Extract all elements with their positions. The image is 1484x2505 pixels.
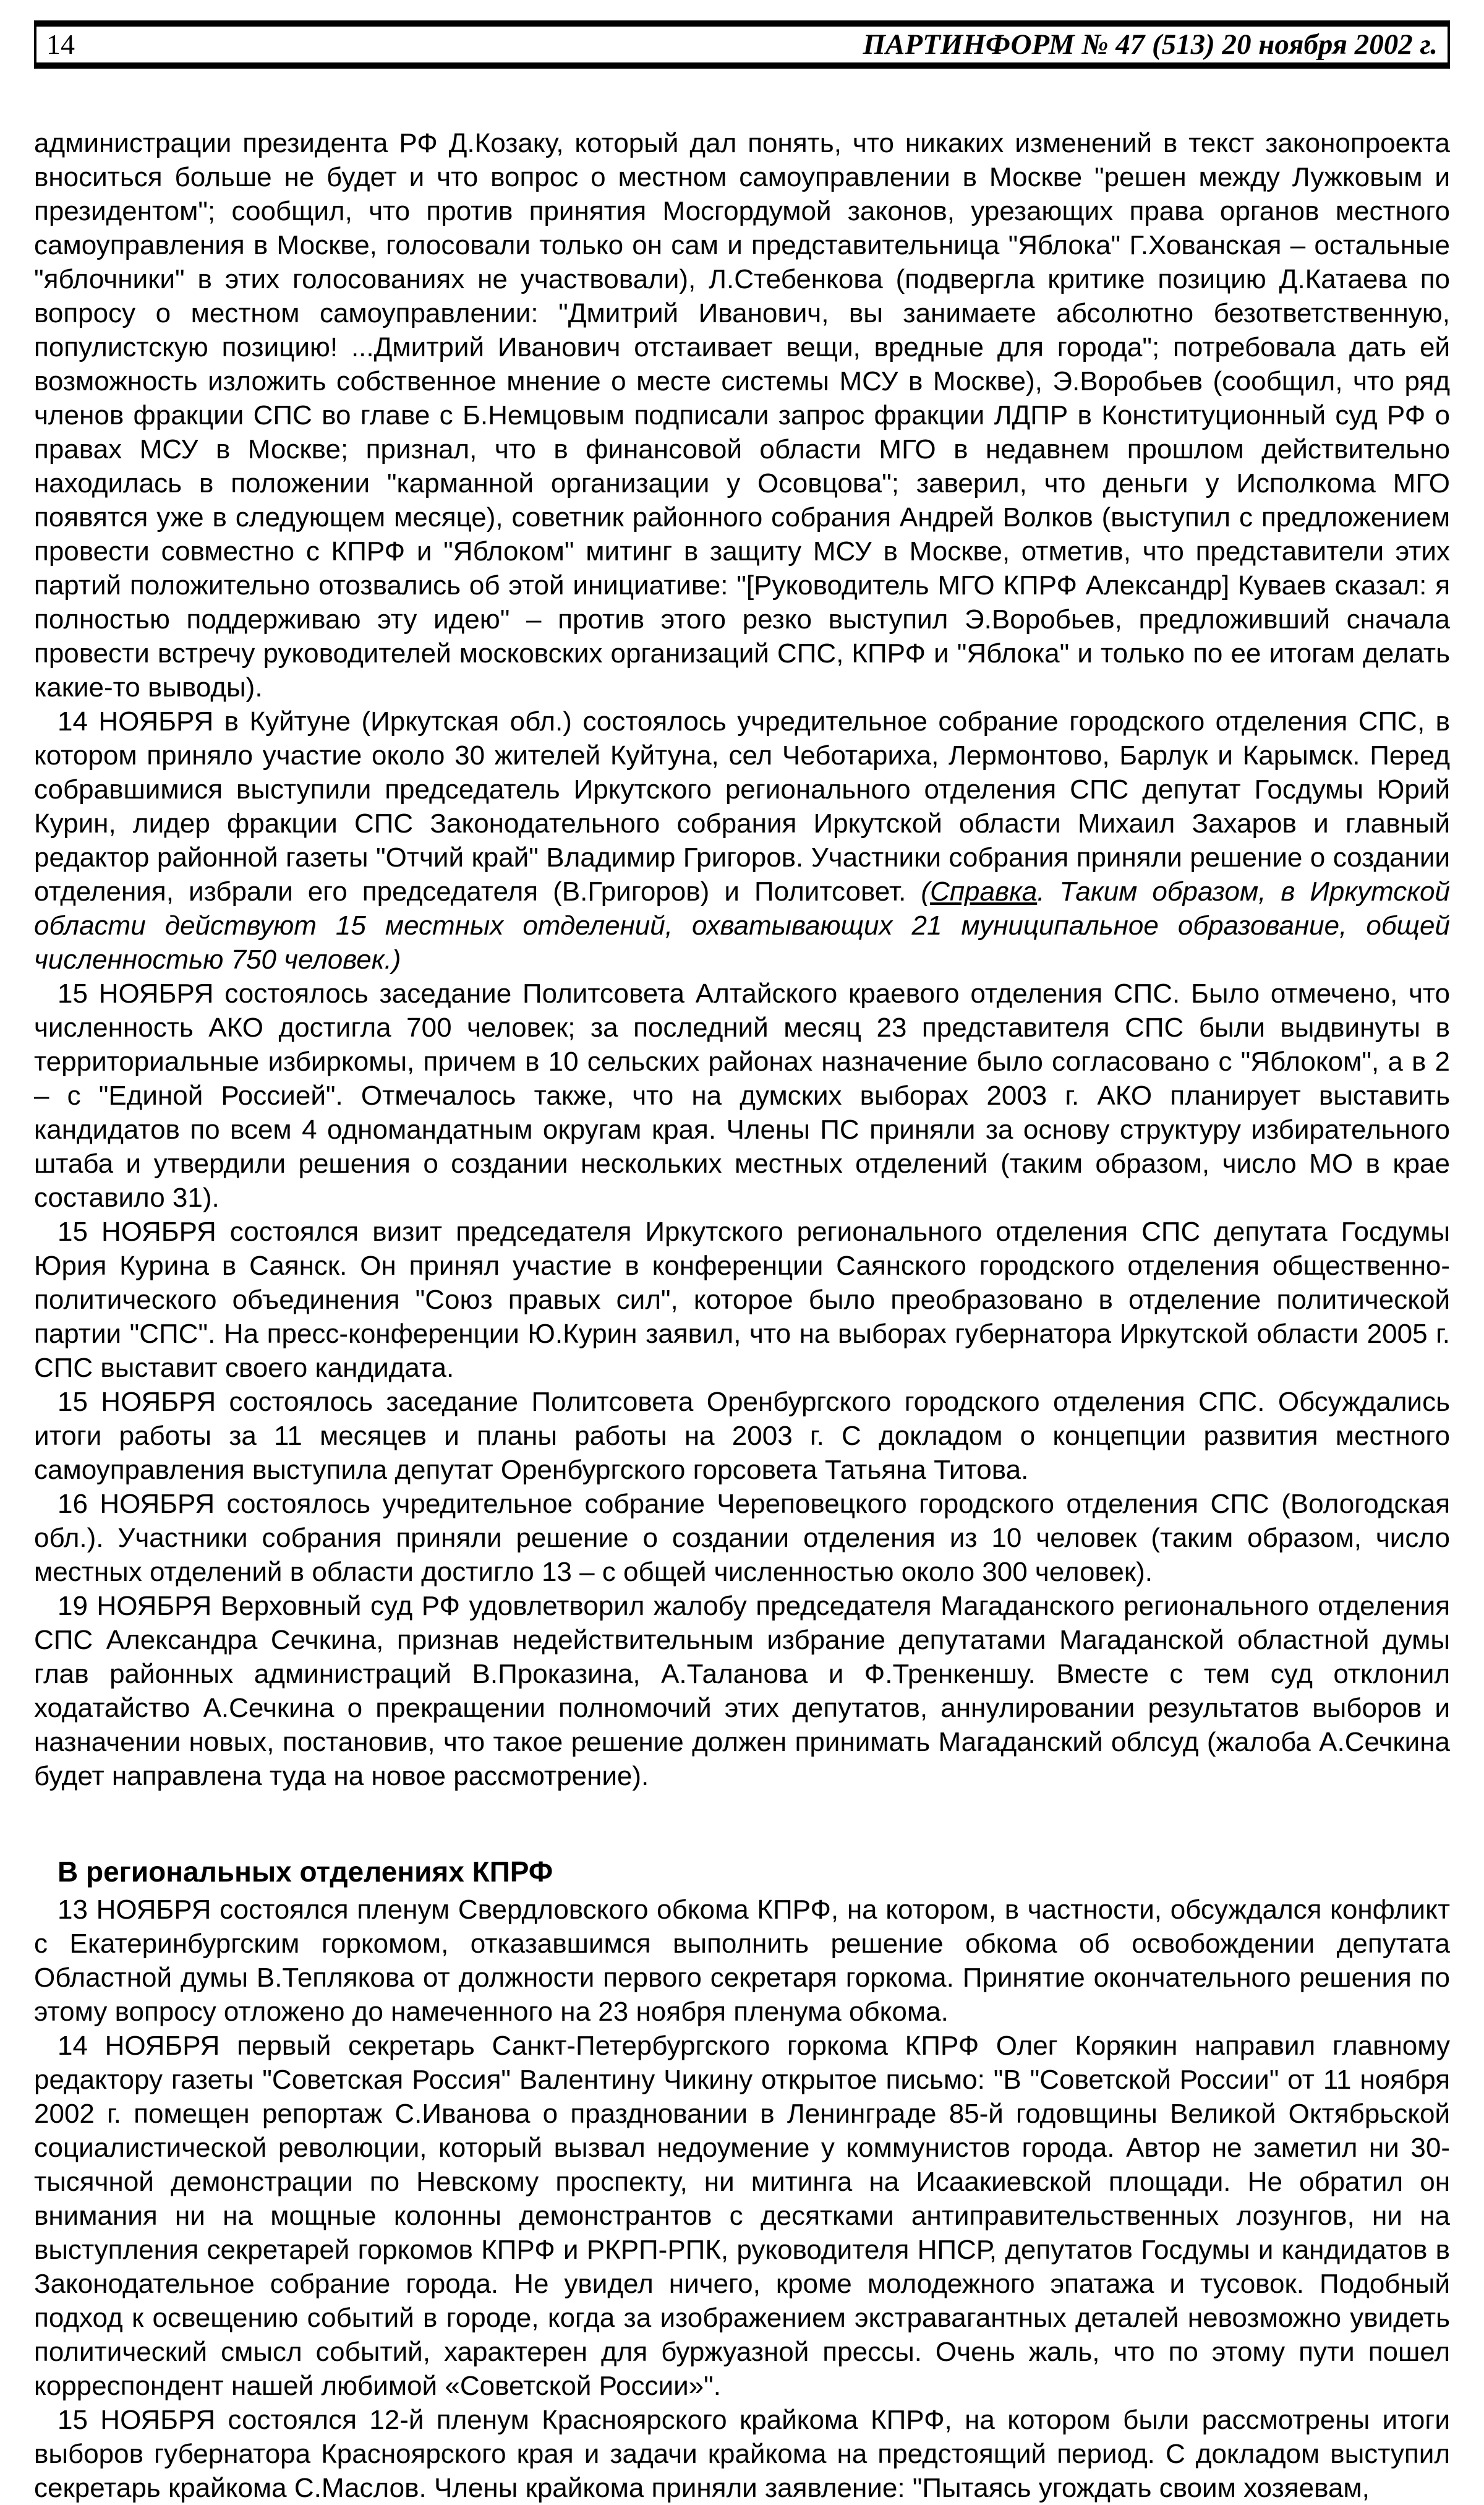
paragraph-main-text: 14 НОЯБРЯ в Куйтуне (Иркутская обл.) состоялось учредительное собрание городского отделения СПС, в котором приняло участие около 30 жителей Куйтуна, сел Чеботариха, Лермонтово, Барлук и Карымск. Перед собравшимися выступили председатель Иркутского регионального отделения СПС депутат Госдумы Юрий Курин, лидер фракции СПС Законодательного собрания Иркутской области Михаил Захаров и главный редактор районной газеты "Отчий край" Владимир Григоров. Участники собрания приняли решение о создании отделения, избрали его председателя (В.Григоров) и Политсовет.	[34, 706, 1450, 907]
spravka-open-paren: (	[921, 876, 931, 907]
paragraph-15-nov-orenburg: 15 НОЯБРЯ состоялось заседание Политсовета Оренбургского городского отделения СПС. Обсуждались итоги работы за 11 месяцев и планы работы на 2003 г. С докладом о концепции развития местного самоуправления выступила депутат Оренбургского горсовета Татьяна Титова.	[34, 1387, 1450, 1485]
paragraph-15-nov-krasnoyarsk: 15 НОЯБРЯ состоялся 12-й пленум Красноярского крайкома КПРФ, на котором были рассмотрены итоги выборов губернатора Красноярского края и задачи крайкома на предстоящий период. С докладом выступил секретарь крайкома С.Маслов. Члены крайкома приняли заявление: "Пытаясь угождать своим хозяевам,	[34, 2405, 1450, 2503]
paragraph-15-nov-sayansk: 15 НОЯБРЯ состоялся визит председателя Иркутского регионального отделения СПС депутата Госдумы Юрия Курина в Саянск. Он принял участие в конференции Саянского городского отделения общественно-политического объединения "Союз правых сил", которое было преобразовано в отделение политической партии "СПС". На пресс-конференции Ю.Курин заявил, что на выборах губернатора Иркутской области 2005 г. СПС выставит своего кандидата.	[34, 1217, 1450, 1383]
page-header	[34, 20, 1450, 69]
paragraph-13-nov-sverdlovsk: 13 НОЯБРЯ состоялся пленум Свердловского обкома КПРФ, на котором, в частности, обсуждался конфликт с Екатеринбургским горкомом, отказавшимся выполнить решение обкома об освобождении депутата Областной думы В.Теплякова от должности первого секретаря горкома. Принятие окончательного решения по этому вопросу отложено до намеченного на 23 ноября пленума обкома.	[34, 1895, 1450, 2027]
paragraph-14-nov-kuytun	[34, 704, 1450, 977]
paragraph-19-nov-magadan: 19 НОЯБРЯ Верховный суд РФ удовлетворил жалобу председателя Магаданского регионального отделения СПС Александра Сечкина, признав недействительным избрание депутатами Магаданской областной думы глав районных администраций В.Проказина, А.Таланова и Ф.Тренкеншу. Вместе с тем суд отклонил ходатайство А.Сечкина о прекращении полномочий этих депутатов, аннулировании результатов выборов и назначении новых, постановив, что такое решение должен принимать Магаданский облсуд (жалоба А.Сечкина будет направлена туда на новое рассмотрение).	[34, 1591, 1450, 1791]
newsletter-page	[0, 20, 1484, 2505]
spravka-note-text: . Таким образом, в Иркутской области действуют 15 местных отделений, охватывающих 21 муниципальное образование, общей численностью 750 человек.)	[34, 876, 1450, 975]
paragraph-15-nov-altay: 15 НОЯБРЯ состоялось заседание Политсовета Алтайского краевого отделения СПС. Было отмечено, что численность АКО достигла 700 человек; за последний месяц 23 представителя СПС были выдвинуты в территориальные избиркомы, причем в 10 сельских районах назначение было согласовано с "Яблоком", а в 2 – с "Единой Россией". Отмечалось также, что на думских выборах 2003 г. АКО планирует выставить кандидатов по всем 4 одномандатным округам края. Члены ПС приняли за основу структуру избирательного штаба и утвердили решения о создании нескольких местных отделений (таким образом, число МО в крае составило 31).	[34, 978, 1450, 1213]
section-heading-kprf: В региональных отделениях КПРФ	[58, 1856, 553, 1888]
paragraph-continuation: администрации президента РФ Д.Козаку, который дал понять, что никаких изменений в текст законопроекта вноситься больше не будет и что вопрос о местном самоуправлении в Москве "решен между Лужковым и президентом"; сообщил, что против принятия Мосгордумой законов, урезающих права органов местного самоуправления в Москве, голосовали только он сам и представительница "Яблока" Г.Хованская – остальные "яблочники" в этих голосованиях не участвовали), Л.Стебенкова (подвергла критике позицию Д.Катаева по вопросу о местном самоуправлении: "Дмитрий Иванович, вы занимаете абсолютно безответственную, популистскую позицию! ...Дмитрий Иванович отстаивает вещи, вредные для города"; потребовала дать ей возможность изложить собственное мнение о месте системы МСУ в Москве), Э.Воробьев (сообщил, что ряд членов фракции СПС во главе с Б.Немцовым подписали запрос фракции ЛДПР в Конституционный суд РФ о правах МСУ в Москве; признал, что в финансовой области МГО в недавнем прошлом действительно находилась в положении "карманной организации у Осовцова"; заверил, что деньги у Исполкома МГО появятся уже в следующем месяце), советник районного собрания Андрей Волков (выступил с предложением провести совместно с КПРФ и "Яблоком" митинг в защиту МСУ в Москве, отметив, что представители этих партий положительно отозвались об этой инициативе: "[Руководитель МГО КПРФ Александр] Куваев сказал: я полностью поддерживаю эту идею" – против этого резко выступил Э.Воробьев, предложивший сначала провести встречу руководителей московских организаций СПС, КПРФ и "Яблока" и только по ее итогам делать какие-то выводы).	[34, 128, 1450, 703]
article-body	[34, 126, 1450, 2505]
paragraph-14-nov-spb: 14 НОЯБРЯ первый секретарь Санкт-Петербургского горкома КПРФ Олег Корякин направил главному редактору газеты "Советская Россия" Валентину Чикину открытое письмо: "В "Советской России" от 11 ноября 2002 г. помещен репортаж С.Иванова о праздновании в Ленинграде 85-й годовщины Великой Октябрьской социалистической революции, который вызвал недоумение у коммунистов города. Автор не заметил ни 30-тысячной демонстрации по Невскому проспекту, ни митинга на Исаакиевской площади. Не обратил он внимания ни на мощные колонны демонстрантов с десятками антиправительственных лозунгов, ни на выступления секретарей горкомов КПРФ и РКРП-РПК, руководителя НПСР, депутатов Госдумы и кандидатов в Законодательное собрание города. Не увидел ничего, кроме молодежного эпатажа и тусовок. Подобный подход к освещению событий в городе, когда за изображением экстравагантных деталей невозможно увидеть политический смысл событий, характерен для буржуазной прессы. Очень жаль, что по этому пути пошел корреспондент нашей любимой «Советской России»".	[34, 2031, 1450, 2401]
paragraph-16-nov-cherepovets: 16 НОЯБРЯ состоялось учредительное собрание Череповецкого городского отделения СПС (Вологодская обл.). Участники собрания приняли решение о создании отделения из 10 человек (таким образом, число местных отделений в области достигло 13 – с общей численностью около 300 человек).	[34, 1489, 1450, 1587]
page-number: 14	[46, 28, 75, 60]
issue-title: ПАРТИНФОРМ № 47 (513) 20 ноября 2002 г.	[863, 28, 1438, 61]
spravka-ref: Справка	[930, 876, 1038, 907]
